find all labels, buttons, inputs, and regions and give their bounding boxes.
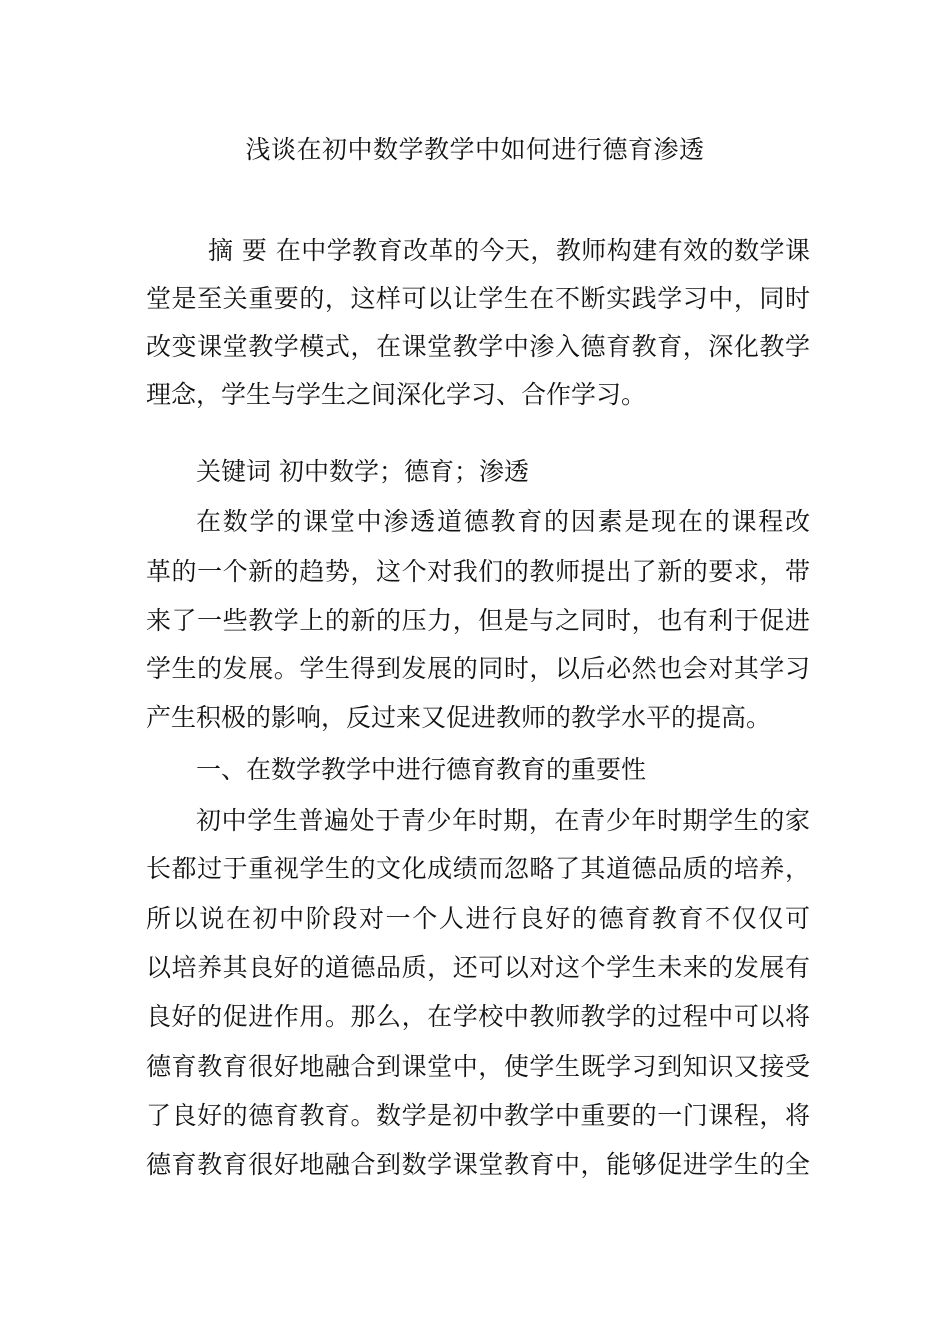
abstract-line-3: 改变课堂教学模式，在课堂教学中渗入德育教育，深化教学 <box>146 332 810 361</box>
abstract-line-1 <box>208 231 810 271</box>
section1-line-3: 所以说在初中阶段对一个人进行良好的德育教育不仅仅可 <box>146 904 810 933</box>
section-heading: 一、在数学教学中进行德育教育的重要性 <box>196 755 647 784</box>
section1-line-5: 良好的促进作用。那么，在学校中教师教学的过程中可以将 <box>146 1002 810 1031</box>
intro-line-5: 产生积极的影响，反过来又促进教师的教学水平的提高。 <box>146 703 772 732</box>
intro-line-4: 学生的发展。学生得到发展的同时，以后必然也会对其学习 <box>146 654 810 683</box>
intro-line-2: 革的一个新的趋势，这个对我们的教师提出了新的要求，带 <box>146 557 810 586</box>
section1-line-2: 长都过于重视学生的文化成绩而忽略了其道德品质的培养， <box>146 854 810 883</box>
document-title: 浅谈在初中数学教学中如何进行德育渗透 <box>245 135 705 164</box>
abstract-label: 摘 要 <box>208 236 268 265</box>
intro-line-1: 在数学的课堂中渗透道德教育的因素是现在的课程改 <box>196 507 810 536</box>
abstract-line-4: 理念，学生与学生之间深化学习、合作学习。 <box>146 380 647 409</box>
abstract-text-1: 在中学教育改革的今天，教师构建有效的数学课 <box>275 236 810 265</box>
section1-line-1: 初中学生普遍处于青少年时期，在青少年时期学生的家 <box>196 806 810 835</box>
intro-line-3: 来了一些教学上的新的压力，但是与之同时，也有利于促进 <box>146 606 810 635</box>
section1-line-6: 德育教育很好地融合到课堂中，使学生既学习到知识又接受 <box>146 1052 810 1081</box>
section1-line-8: 德育教育很好地融合到数学课堂教育中，能够促进学生的全 <box>146 1150 810 1179</box>
section1-line-7: 了良好的德育教育。数学是初中教学中重要的一门课程，将 <box>146 1101 810 1130</box>
abstract-line-2: 堂是至关重要的，这样可以让学生在不断实践学习中，同时 <box>146 284 810 313</box>
keywords-line: 关键词 初中数学；德育；渗透 <box>196 457 529 486</box>
section1-line-4: 以培养其良好的道德品质，还可以对这个学生未来的发展有 <box>146 953 810 982</box>
